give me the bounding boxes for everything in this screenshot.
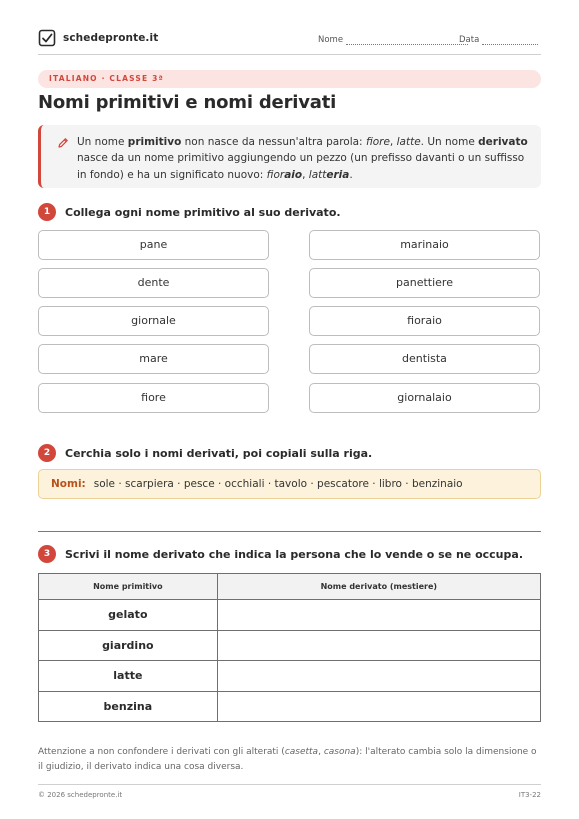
exercise-3-heading [38, 545, 523, 563]
page-title: Nomi primitivi e nomi derivati [38, 92, 337, 113]
brand [38, 29, 158, 47]
checkbox-logo-icon [38, 29, 56, 47]
primitive-cell: latte [39, 661, 218, 692]
answer-cell[interactable] [217, 661, 540, 692]
primitive-word-box[interactable]: dente [38, 268, 269, 298]
rule-box [38, 125, 541, 188]
trades-table [38, 573, 541, 722]
table-row [39, 661, 541, 692]
pencil-icon [57, 137, 69, 149]
name-field[interactable] [318, 35, 468, 45]
column-header-derived: Nome derivato (mestiere) [217, 574, 540, 600]
primitive-word-box[interactable]: fiore [38, 383, 269, 413]
exercise-2-heading [38, 444, 372, 462]
answer-cell[interactable] [217, 600, 540, 631]
name-line[interactable] [346, 36, 468, 45]
page-header [38, 29, 541, 55]
derived-word-box[interactable]: giornalaio [309, 383, 540, 413]
primitive-cell: benzina [39, 691, 218, 722]
exercise-number-badge: 1 [38, 203, 56, 221]
exercise-1-heading [38, 203, 341, 221]
derived-word-box[interactable]: marinaio [309, 230, 540, 260]
answer-cell[interactable] [217, 630, 540, 661]
date-line[interactable] [482, 36, 538, 45]
answer-cell[interactable] [217, 691, 540, 722]
column-header-primitive: Nome primitivo [39, 574, 218, 600]
exercise-1-instruction: Collega ogni nome primitivo al suo derivato. [65, 205, 341, 219]
date-label: Data [459, 35, 480, 45]
primitive-word-box[interactable]: mare [38, 344, 269, 374]
exercise-number-badge: 3 [38, 545, 56, 563]
table-row [39, 691, 541, 722]
answer-line[interactable] [38, 531, 541, 532]
subject-tag: ITALIANO · CLASSE 3ª [38, 70, 541, 88]
primitive-cell: gelato [39, 600, 218, 631]
primitive-word-box[interactable]: pane [38, 230, 269, 260]
derived-word-box[interactable]: fioraio [309, 306, 540, 336]
rule-text: Un nome primitivo non nasce da nessun'altra parola: fiore, latte. Un nome derivato nasce da un nome primitivo aggiungendo un pezzo (un prefisso davanti o un suffisso in fondo) e ha un significato nuovo: fioraio, latteria. [77, 136, 528, 181]
table-row [39, 600, 541, 631]
sheet-code: IT3-22 [518, 791, 541, 799]
derived-word-box[interactable]: panettiere [309, 268, 540, 298]
copyright: © 2026 schedepronte.it [38, 791, 123, 799]
table-header-row [39, 574, 541, 600]
word-list-label: Nomi: [51, 478, 86, 490]
name-label: Nome [318, 35, 344, 45]
word-list[interactable]: sole · scarpiera · pesce · occhiali · tavolo · pescatore · libro · benzinaio [93, 478, 463, 490]
primitive-cell: giardino [39, 630, 218, 661]
exercise-2-instruction: Cerchia solo i nomi derivati, poi copiali sulla riga. [65, 446, 373, 460]
exercise-number-badge: 2 [38, 444, 56, 462]
footnote: Attenzione a non confondere i derivati con gli alterati (casetta, casona): l'alterato cambia solo la dimensione o il giudizio, il derivato indica una cosa diversa. [38, 747, 537, 772]
primitive-word-box[interactable]: giornale [38, 306, 269, 336]
derived-word-box[interactable]: dentista [309, 344, 540, 374]
date-field[interactable] [459, 35, 538, 45]
word-list-box [38, 469, 541, 499]
table-row [39, 630, 541, 661]
exercise-3-instruction: Scrivi il nome derivato che indica la persona che lo vende o se ne occupa. [65, 547, 523, 561]
footer-divider [38, 784, 541, 785]
brand-name: schedepronte.it [63, 32, 159, 44]
